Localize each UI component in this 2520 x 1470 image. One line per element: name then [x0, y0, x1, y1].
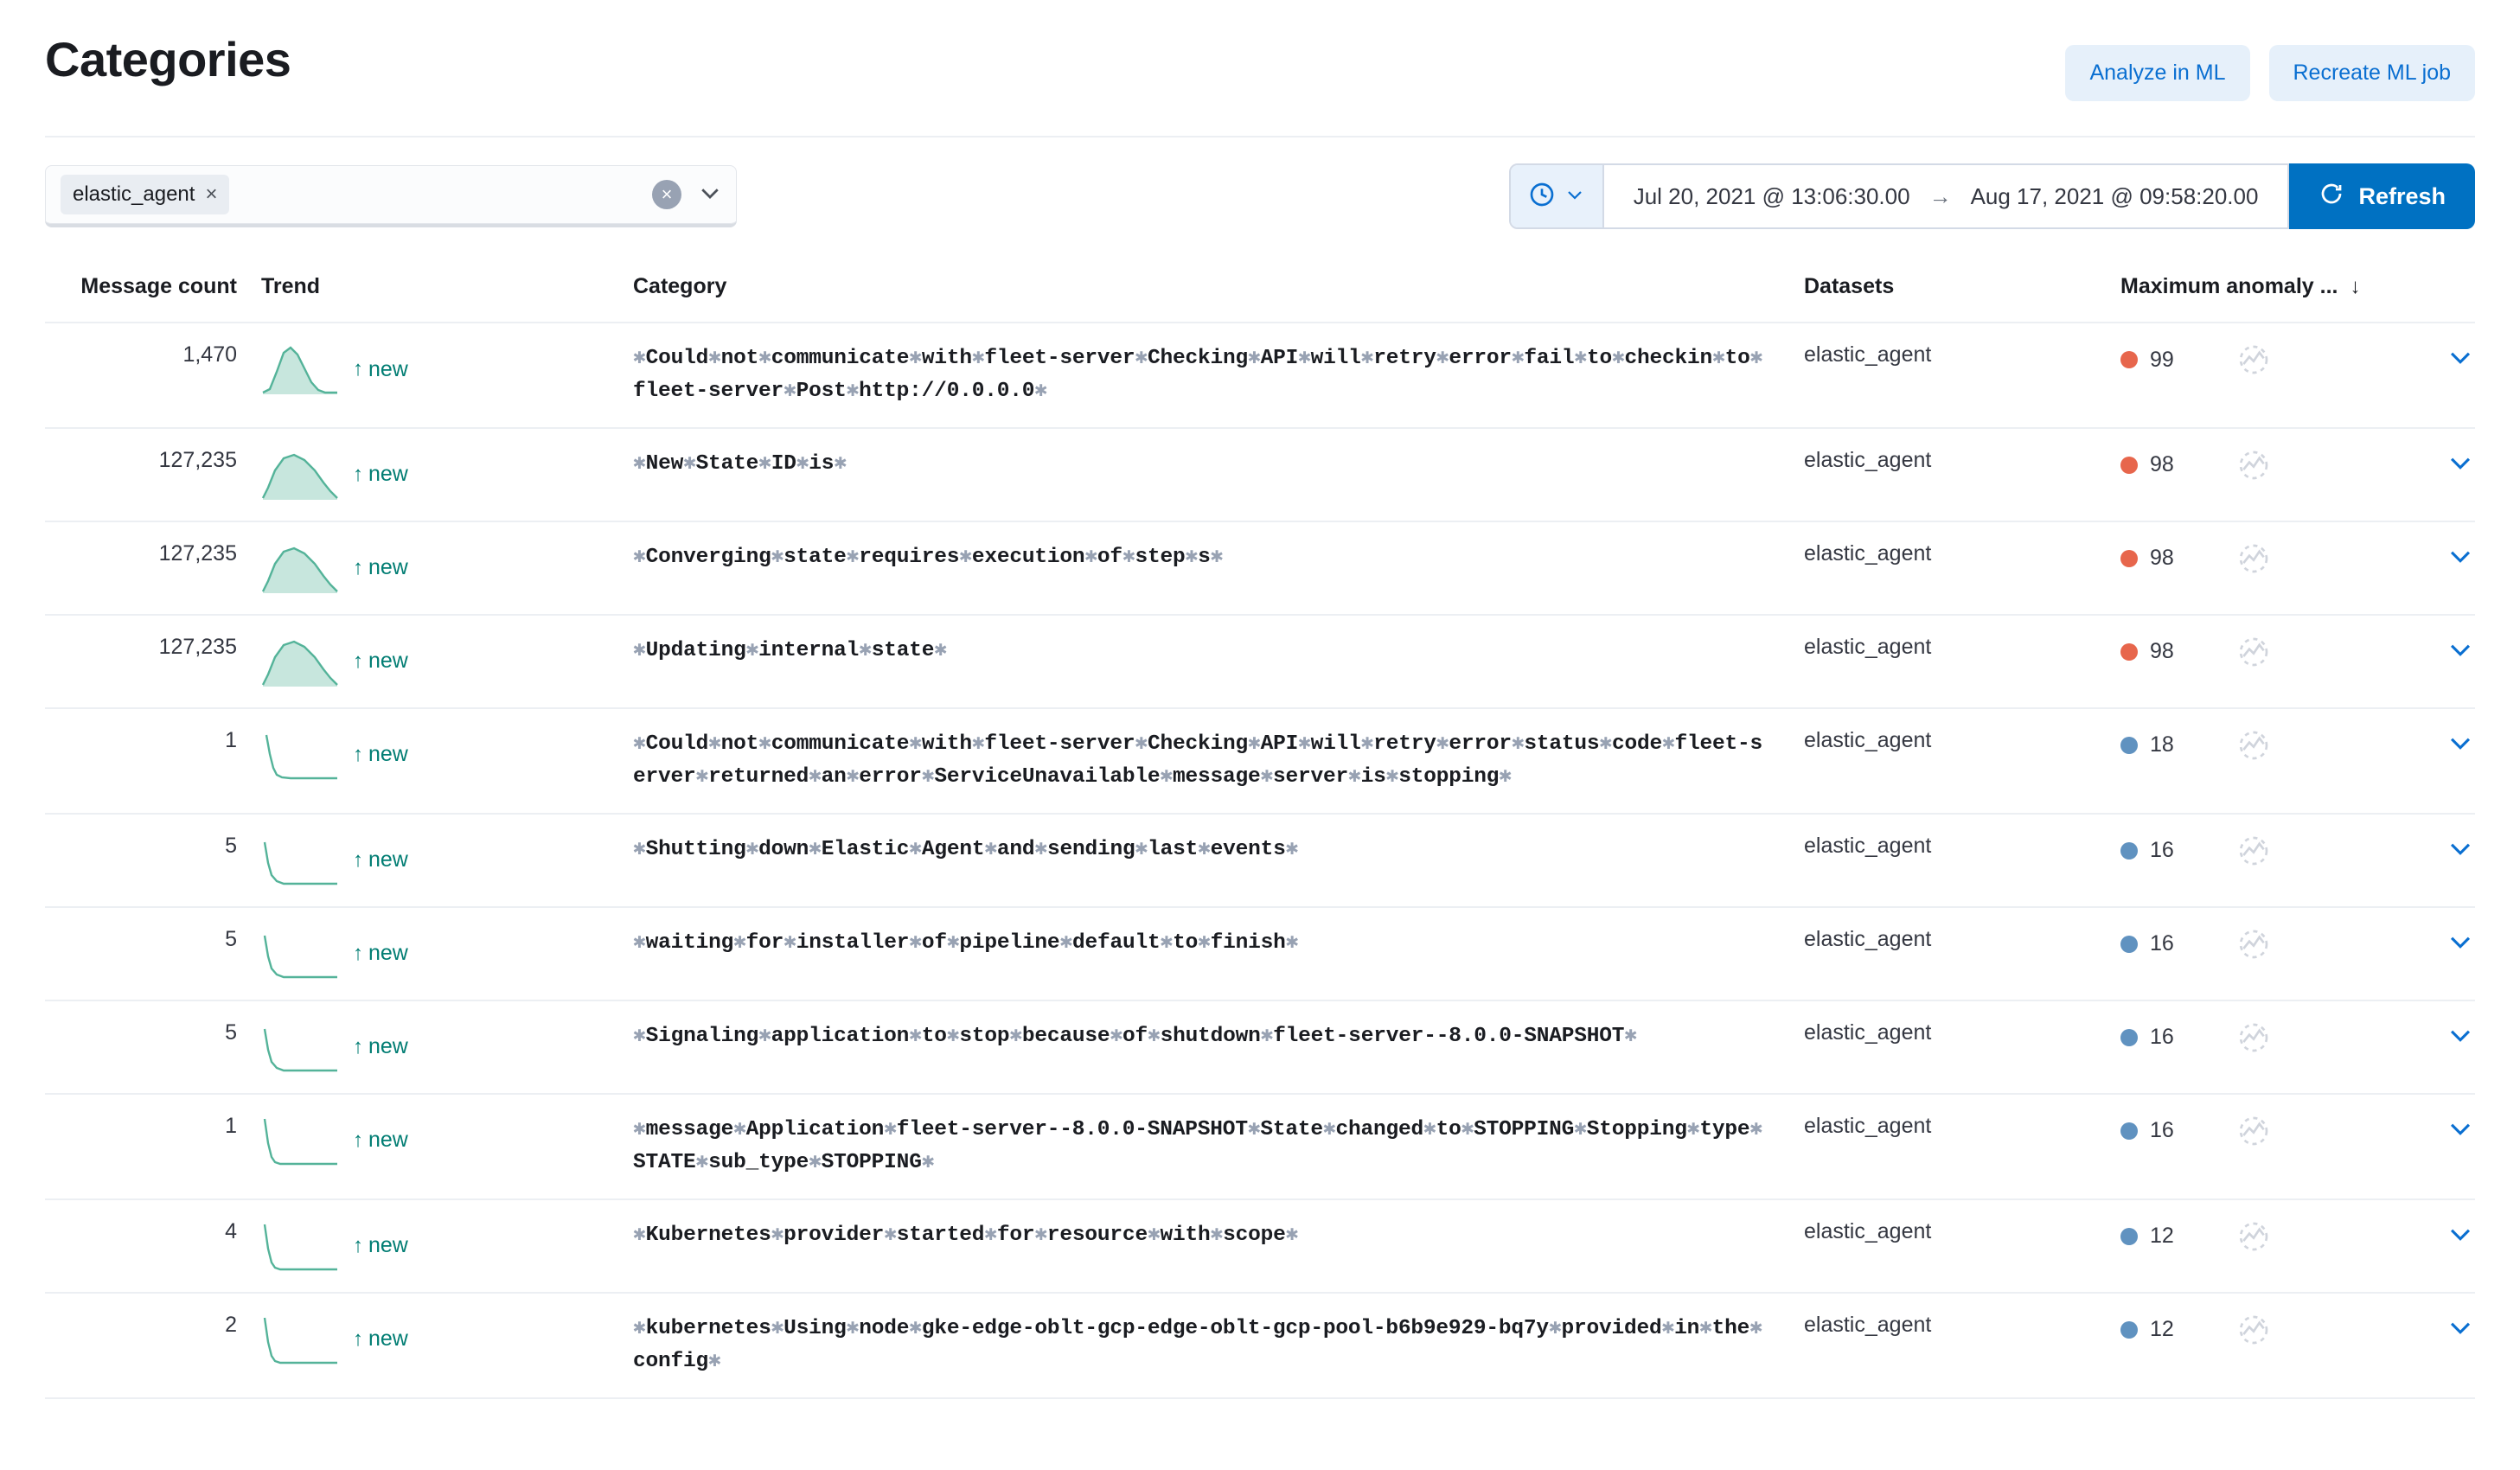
trend-sparkline [261, 541, 339, 595]
cell-trend [261, 1094, 633, 1199]
cell-anomaly [2120, 814, 2380, 907]
table-row[interactable] [45, 428, 2475, 521]
new-badge: ↑ new [353, 1233, 408, 1258]
time-picker [1509, 163, 2475, 229]
anomaly-score: 98 [2150, 546, 2174, 571]
cell-expand [2380, 907, 2475, 1000]
anomaly-chart-icon[interactable] [2236, 1219, 2271, 1254]
cell-trend [261, 615, 633, 708]
chevron-down-icon[interactable] [2446, 1219, 2475, 1249]
cell-message-count: 127,235 [45, 428, 261, 521]
cell-message-count: 2 [45, 1293, 261, 1398]
anomaly-chart-icon[interactable] [2236, 1114, 2271, 1148]
chevron-down-icon[interactable] [2446, 541, 2475, 571]
expand-row-button[interactable] [2446, 448, 2475, 483]
chevron-down-icon[interactable] [2446, 342, 2475, 372]
anomaly-score: 12 [2150, 1224, 2174, 1249]
column-header-datasets: Datasets [1775, 260, 2120, 323]
new-badge: ↑ new [353, 555, 408, 580]
column-header-message-count[interactable]: Message count [45, 260, 261, 323]
table-row[interactable] [45, 1199, 2475, 1293]
refresh-button[interactable] [2289, 163, 2475, 229]
anomaly-score: 12 [2150, 1317, 2174, 1342]
new-badge: ↑ new [353, 1128, 408, 1153]
cell-category: ✱Shutting✱down✱Elastic✱Agent✱and✱sending✱last✱events✱ [633, 814, 1775, 907]
chevron-down-icon [1564, 184, 1585, 209]
header-actions [2065, 45, 2475, 101]
cell-message-count: 1 [45, 1094, 261, 1199]
time-arrow: → [1928, 182, 1952, 209]
arrow-up-icon: ↑ [353, 742, 363, 766]
cell-message-count: 5 [45, 907, 261, 1000]
cell-trend [261, 814, 633, 907]
expand-row-button[interactable] [2446, 1219, 2475, 1255]
anomaly-severity-dot [2120, 1029, 2138, 1046]
cell-anomaly [2120, 907, 2380, 1000]
expand-row-button[interactable] [2446, 635, 2475, 670]
analyze-in-ml-button[interactable]: Analyze in ML [2065, 45, 2249, 101]
trend-sparkline [261, 834, 339, 887]
arrow-up-icon: ↑ [353, 1326, 363, 1351]
chevron-down-icon[interactable] [2446, 1020, 2475, 1050]
anomaly-chart-icon[interactable] [2236, 1020, 2271, 1055]
categories-table [45, 260, 2475, 1399]
trend-sparkline [261, 1020, 339, 1074]
arrow-up-icon: ↑ [353, 462, 363, 486]
time-range-text[interactable] [1604, 183, 2288, 210]
filter-pill-label: elastic_agent [73, 182, 195, 206]
arrow-up-icon: ↑ [353, 357, 363, 380]
expand-row-button[interactable] [2446, 342, 2475, 378]
chevron-down-icon[interactable] [2446, 635, 2475, 664]
table-body [45, 323, 2475, 1398]
chevron-down-icon[interactable] [2446, 1114, 2475, 1143]
cell-dataset: elastic_agent [1775, 323, 2120, 428]
cell-category: ✱message✱Application✱fleet-server--8.0.0-SNAPSHOT✱State✱changed✱to✱STOPPING✱Stopping✱type✱STATE✱sub_type✱STOPPING✱ [633, 1094, 1775, 1199]
cell-anomaly [2120, 323, 2380, 428]
filter-pill-remove-icon[interactable]: × [205, 182, 218, 206]
anomaly-severity-dot [2120, 737, 2138, 754]
anomaly-severity-dot [2120, 1122, 2138, 1140]
cell-category: ✱Could✱not✱communicate✱with✱fleet-server✱Checking✱API✱will✱retry✱error✱fail✱to✱checkin✱to✱fleet-server✱Post✱http://0.0.0.0✱ [633, 323, 1775, 428]
table-header-row [45, 260, 2475, 323]
cell-category: ✱Kubernetes✱provider✱started✱for✱resource✱with✱scope✱ [633, 1199, 1775, 1293]
new-badge: ↑ new [353, 356, 408, 381]
anomaly-chart-icon[interactable] [2236, 728, 2271, 763]
cell-trend [261, 907, 633, 1000]
chevron-down-icon[interactable] [2446, 448, 2475, 477]
refresh-icon [2319, 181, 2344, 213]
chevron-down-icon[interactable] [2446, 834, 2475, 863]
arrow-up-icon: ↑ [353, 1128, 363, 1152]
cell-expand [2380, 521, 2475, 615]
cell-dataset: elastic_agent [1775, 814, 2120, 907]
cell-dataset: elastic_agent [1775, 907, 2120, 1000]
arrow-up-icon: ↑ [353, 555, 363, 579]
cell-trend [261, 1293, 633, 1398]
expand-row-button[interactable] [2446, 1313, 2475, 1348]
chevron-down-icon[interactable] [697, 180, 723, 210]
new-badge: ↑ new [353, 1034, 408, 1059]
clock-icon [1528, 181, 1556, 213]
anomaly-score: 16 [2150, 1118, 2174, 1143]
new-badge: ↑ new [353, 742, 408, 767]
anomaly-severity-dot [2120, 936, 2138, 953]
column-header-trend: Trend [261, 260, 633, 323]
cell-dataset: elastic_agent [1775, 428, 2120, 521]
cell-category: ✱New✱State✱ID✱is✱ [633, 428, 1775, 521]
anomaly-severity-dot [2120, 1321, 2138, 1339]
arrow-up-icon: ↑ [353, 649, 363, 673]
anomaly-chart-icon[interactable] [2236, 927, 2271, 962]
anomaly-score: 16 [2150, 1025, 2174, 1050]
anomaly-score: 98 [2150, 639, 2174, 664]
table-row[interactable] [45, 323, 2475, 428]
cell-message-count: 127,235 [45, 615, 261, 708]
cell-category: ✱kubernetes✱Using✱node✱gke-edge-oblt-gcp-edge-oblt-gcp-pool-b6b9e929-bq7y✱provided✱in✱the✱config✱ [633, 1293, 1775, 1398]
chevron-down-icon[interactable] [2446, 927, 2475, 956]
cell-trend [261, 708, 633, 814]
trend-sparkline [261, 927, 339, 981]
anomaly-score: 18 [2150, 732, 2174, 757]
cell-dataset: elastic_agent [1775, 1293, 2120, 1398]
cell-expand [2380, 814, 2475, 907]
trend-sparkline [261, 342, 339, 396]
anomaly-chart-icon[interactable] [2236, 541, 2271, 576]
chevron-down-icon[interactable] [2446, 1313, 2475, 1342]
cell-dataset: elastic_agent [1775, 708, 2120, 814]
cell-trend [261, 521, 633, 615]
table-head [45, 260, 2475, 323]
cell-dataset: elastic_agent [1775, 521, 2120, 615]
table-row[interactable] [45, 907, 2475, 1000]
anomaly-severity-dot [2120, 1228, 2138, 1245]
expand-row-button[interactable] [2446, 728, 2475, 764]
time-end[interactable]: Aug 17, 2021 @ 09:58:20.00 [1970, 182, 2259, 209]
cell-category: ✱Could✱not✱communicate✱with✱fleet-server✱Checking✱API✱will✱retry✱error✱status✱code✱fleet-server✱returned✱an✱error✱ServiceUnavailable✱message✱server✱is✱stopping✱ [633, 708, 1775, 814]
arrow-up-icon: ↑ [353, 1233, 363, 1257]
cell-category: ✱waiting✱for✱installer✱of✱pipeline✱default✱to✱finish✱ [633, 907, 1775, 1000]
table-row[interactable] [45, 1094, 2475, 1199]
clear-icon[interactable]: × [652, 180, 681, 209]
new-badge: ↑ new [353, 941, 408, 966]
cell-message-count: 5 [45, 814, 261, 907]
controls-row [45, 137, 2475, 260]
cell-trend [261, 323, 633, 428]
anomaly-severity-dot [2120, 550, 2138, 567]
column-header-max-anomaly[interactable] [2120, 260, 2380, 323]
cell-trend [261, 1199, 633, 1293]
trend-sparkline [261, 1313, 339, 1366]
trend-sparkline [261, 1219, 339, 1273]
anomaly-score: 98 [2150, 452, 2174, 477]
cell-anomaly [2120, 708, 2380, 814]
chevron-down-icon[interactable] [2446, 728, 2475, 757]
cell-expand [2380, 1293, 2475, 1398]
cell-dataset: elastic_agent [1775, 1000, 2120, 1094]
anomaly-severity-dot [2120, 457, 2138, 474]
cell-anomaly [2120, 1000, 2380, 1094]
table-row[interactable] [45, 1293, 2475, 1398]
cell-expand [2380, 1199, 2475, 1293]
cell-expand [2380, 1094, 2475, 1199]
cell-dataset: elastic_agent [1775, 615, 2120, 708]
cell-anomaly [2120, 521, 2380, 615]
trend-sparkline [261, 728, 339, 782]
column-header-max-anomaly-label: Maximum anomaly ... [2120, 274, 2338, 298]
table-row[interactable] [45, 521, 2475, 615]
expand-row-button[interactable] [2446, 834, 2475, 869]
filter-pill[interactable] [61, 175, 229, 214]
page-title: Categories [45, 32, 291, 86]
anomaly-severity-dot [2120, 842, 2138, 860]
new-badge: ↑ new [353, 847, 408, 872]
anomaly-score: 16 [2150, 838, 2174, 863]
anomaly-chart-icon[interactable] [2236, 834, 2271, 868]
cell-category: ✱Updating✱internal✱state✱ [633, 615, 1775, 708]
table-row[interactable] [45, 708, 2475, 814]
arrow-up-icon: ↑ [353, 847, 363, 872]
cell-category: ✱Signaling✱application✱to✱stop✱because✱of✱shutdown✱fleet-server--8.0.0-SNAPSHOT✱ [633, 1000, 1775, 1094]
anomaly-chart-icon[interactable] [2236, 1313, 2271, 1347]
expand-row-button[interactable] [2446, 541, 2475, 577]
cell-trend [261, 428, 633, 521]
expand-row-button[interactable] [2446, 1020, 2475, 1056]
cell-expand [2380, 1000, 2475, 1094]
expand-row-button[interactable] [2446, 927, 2475, 962]
time-quick-select-button[interactable] [1511, 165, 1604, 227]
cell-anomaly [2120, 1094, 2380, 1199]
filter-input[interactable] [45, 165, 737, 227]
cell-message-count: 4 [45, 1199, 261, 1293]
arrow-up-icon: ↑ [353, 1034, 363, 1058]
refresh-label: Refresh [2358, 182, 2446, 209]
cell-anomaly [2120, 1293, 2380, 1398]
cell-anomaly [2120, 1199, 2380, 1293]
new-badge: ↑ new [353, 1326, 408, 1352]
anomaly-chart-icon[interactable] [2236, 635, 2271, 669]
cell-message-count: 1 [45, 708, 261, 814]
sort-descending-icon: ↓ [2350, 275, 2361, 298]
cell-expand [2380, 428, 2475, 521]
recreate-ml-job-button[interactable]: Recreate ML job [2269, 45, 2476, 101]
column-header-expand [2380, 260, 2475, 323]
cell-message-count: 127,235 [45, 521, 261, 615]
cell-trend [261, 1000, 633, 1094]
cell-category: ✱Converging✱state✱requires✱execution✱of✱step✱s✱ [633, 521, 1775, 615]
cell-message-count: 1,470 [45, 323, 261, 428]
cell-anomaly [2120, 615, 2380, 708]
column-header-category[interactable]: Category [633, 260, 1775, 323]
expand-row-button[interactable] [2446, 1114, 2475, 1149]
cell-message-count: 5 [45, 1000, 261, 1094]
time-range-bar[interactable] [1509, 163, 2290, 229]
trend-sparkline [261, 635, 339, 688]
anomaly-score: 99 [2150, 347, 2174, 372]
anomaly-severity-dot [2120, 643, 2138, 661]
filter-controls [652, 165, 723, 224]
cell-expand [2380, 708, 2475, 814]
table-row[interactable] [45, 615, 2475, 708]
time-start[interactable]: Jul 20, 2021 @ 13:06:30.00 [1633, 182, 1910, 209]
cell-expand [2380, 615, 2475, 708]
table-row[interactable] [45, 814, 2475, 907]
new-badge: ↑ new [353, 462, 408, 487]
anomaly-chart-icon[interactable] [2236, 342, 2271, 377]
new-badge: ↑ new [353, 649, 408, 674]
cell-anomaly [2120, 428, 2380, 521]
cell-dataset: elastic_agent [1775, 1199, 2120, 1293]
cell-dataset: elastic_agent [1775, 1094, 2120, 1199]
cell-expand [2380, 323, 2475, 428]
anomaly-chart-icon[interactable] [2236, 448, 2271, 483]
table-row[interactable] [45, 1000, 2475, 1094]
anomaly-score: 16 [2150, 931, 2174, 956]
trend-sparkline [261, 1114, 339, 1167]
trend-sparkline [261, 448, 339, 502]
page-header [45, 0, 2475, 136]
anomaly-severity-dot [2120, 351, 2138, 368]
arrow-up-icon: ↑ [353, 941, 363, 965]
